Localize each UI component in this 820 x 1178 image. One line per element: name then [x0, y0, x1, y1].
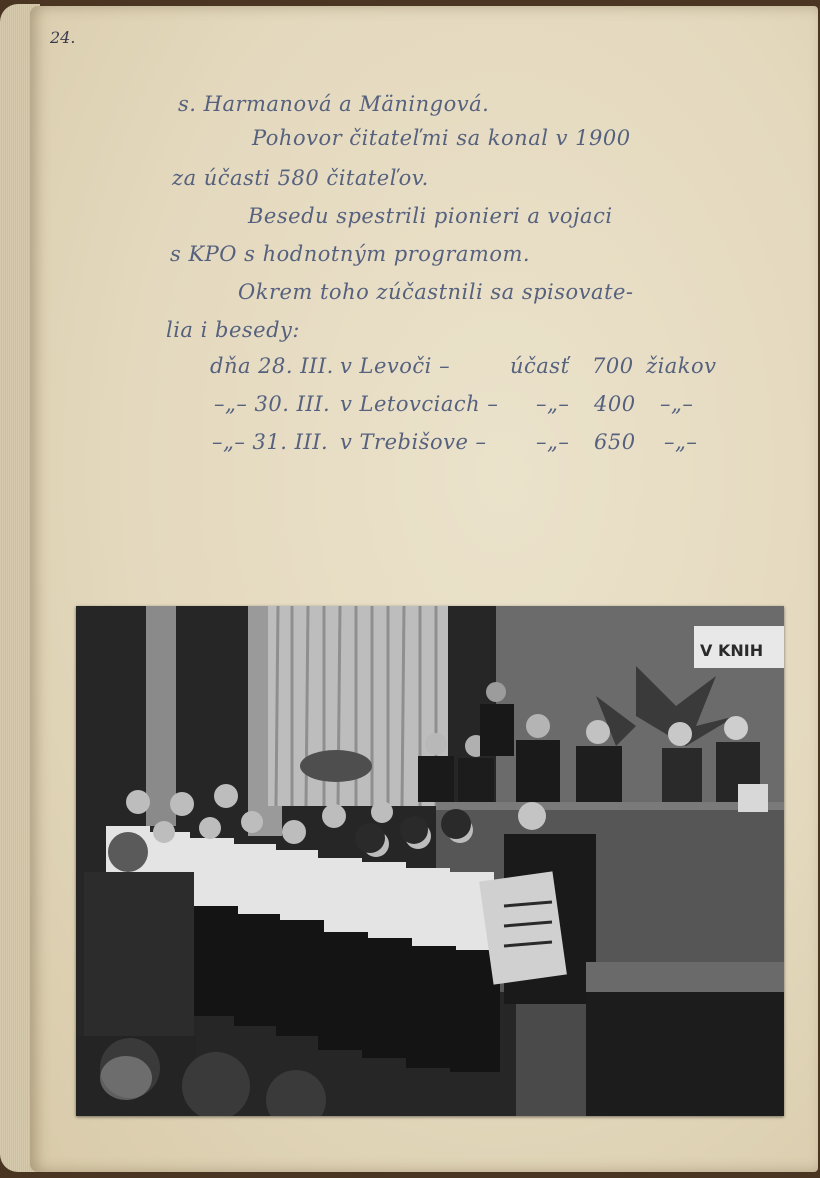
photo-scene	[76, 606, 784, 1116]
schedule-label-3: –„–	[536, 430, 570, 454]
schedule-unit-2: –„–	[660, 392, 694, 416]
manuscript-line-6: Okrem toho zúčastnili sa spisovate-	[238, 280, 634, 304]
schedule-label-2: –„–	[536, 392, 570, 416]
schedule-label-1: účasť	[510, 354, 570, 378]
manuscript-line-2: Pohovor čitateľmi sa konal v 1900	[252, 126, 631, 150]
schedule-date-3: –„– 31. III.	[212, 430, 329, 454]
page-number: 24.	[50, 28, 76, 47]
manuscript-line-4: Besedu spestrili pionieri a vojaci	[248, 204, 613, 228]
schedule-place-1: v Levoči –	[340, 354, 451, 378]
schedule-unit-3: –„–	[664, 430, 698, 454]
wall-banner-text: V KNIH	[700, 641, 764, 660]
schedule-count-1: 700	[592, 354, 634, 378]
schedule-date-1: dňa 28. III.	[210, 354, 334, 378]
manuscript-line-1: s. Harmanová a Mäningová.	[178, 92, 490, 116]
schedule-count-2: 400	[594, 392, 636, 416]
manuscript-line-7: lia i besedy:	[166, 318, 300, 342]
schedule-place-3: v Trebišove –	[340, 430, 487, 454]
schedule-count-3: 650	[594, 430, 636, 454]
schedule-unit-1: žiakov	[646, 354, 717, 378]
manuscript-line-3: za účasti 580 čitateľov.	[172, 166, 429, 190]
schedule-date-2: –„– 30. III.	[214, 392, 331, 416]
schedule-place-2: v Letovciach –	[340, 392, 499, 416]
pasted-photograph	[76, 606, 784, 1116]
manuscript-line-5: s KPO s hodnotným programom.	[170, 242, 531, 266]
